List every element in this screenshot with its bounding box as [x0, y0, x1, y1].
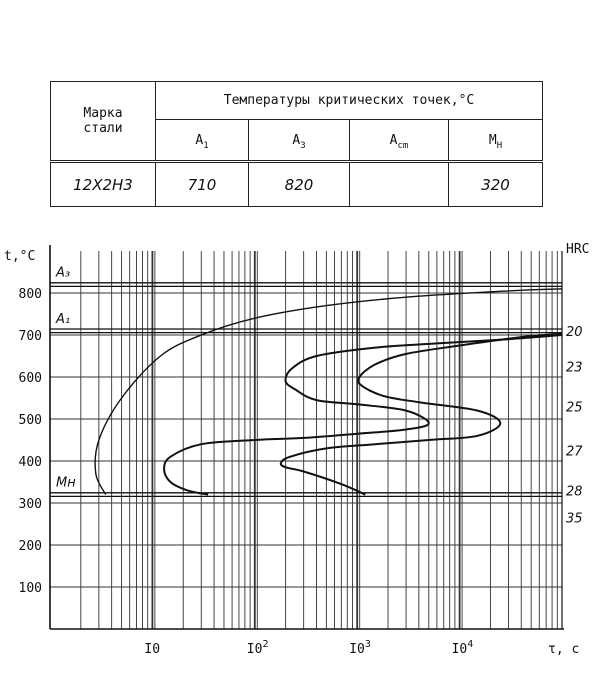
col-a1-sub: 1 — [203, 140, 209, 151]
col-a3-letter: A — [292, 132, 301, 148]
y-tick-label: 200 — [18, 539, 42, 554]
x-tick-label — [247, 639, 269, 657]
x-tick-exp: 4 — [467, 639, 474, 650]
x-tick-exp: 2 — [262, 639, 269, 650]
col-mn-sub: H — [496, 140, 503, 151]
steel-grade-header — [51, 82, 156, 162]
x-axis-label: τ, c — [548, 642, 580, 657]
col-a3-sub: 3 — [300, 140, 306, 151]
critical-line-label-1: A₁ — [56, 311, 71, 327]
hrc-value: 25 — [566, 400, 583, 416]
x-tick-base: I0 — [451, 642, 468, 657]
y-tick-label: 300 — [18, 497, 42, 512]
col-mn-letter: M — [488, 132, 497, 148]
labels — [4, 242, 589, 657]
acm-cell — [350, 162, 449, 207]
col-a1-letter: A — [195, 132, 204, 148]
hrc-label: HRC — [566, 242, 590, 257]
mn-cell: 320 — [449, 162, 543, 207]
y-tick-label: 500 — [18, 413, 42, 428]
col-mn-header — [449, 120, 543, 162]
x-tick-label — [452, 639, 474, 657]
critical-points-table — [50, 81, 543, 207]
a3-cell: 820 — [249, 162, 350, 207]
col-acm-header — [350, 120, 449, 162]
y-tick-label: 700 — [18, 329, 42, 344]
hrc-value: 23 — [566, 360, 583, 376]
y-tick-label: 800 — [18, 287, 42, 302]
a1-cell: 710 — [156, 162, 249, 207]
x-tick-label — [144, 642, 160, 657]
critical-temps-header: Температуры критических точек,°C — [156, 82, 543, 120]
cct-diagram — [0, 225, 612, 691]
y-tick-label: 600 — [18, 371, 42, 386]
x-tick-exp: 3 — [364, 639, 371, 650]
col-a3-header — [249, 120, 350, 162]
hrc-value: 27 — [566, 444, 583, 460]
critical-line-label-0: A₃ — [56, 265, 71, 281]
series-curve-2 — [281, 334, 562, 495]
x-tick-base: I0 — [246, 642, 263, 657]
grade-cell: 12X2H3 — [51, 162, 156, 207]
hrc-value: 35 — [566, 511, 583, 527]
col-acm-sub: cm — [397, 140, 409, 151]
series — [95, 289, 562, 495]
col-acm-letter: A — [389, 132, 398, 148]
hrc-value: 20 — [566, 324, 583, 340]
steel-grade-header-line1: Марка — [83, 106, 123, 121]
col-a1-header — [156, 120, 249, 162]
x-tick-base: I0 — [144, 642, 161, 657]
y-tick-label: 100 — [18, 581, 42, 596]
steel-grade-header-line2: стали — [83, 121, 123, 136]
hrc-value: 28 — [566, 484, 583, 500]
y-tick-label: 400 — [18, 455, 42, 470]
x-tick-label — [349, 639, 371, 657]
critical-lines — [50, 283, 562, 497]
x-tick-base: I0 — [349, 642, 365, 657]
y-axis-label: t,°C — [4, 249, 36, 264]
critical-line-label-2: Mн — [56, 475, 76, 491]
